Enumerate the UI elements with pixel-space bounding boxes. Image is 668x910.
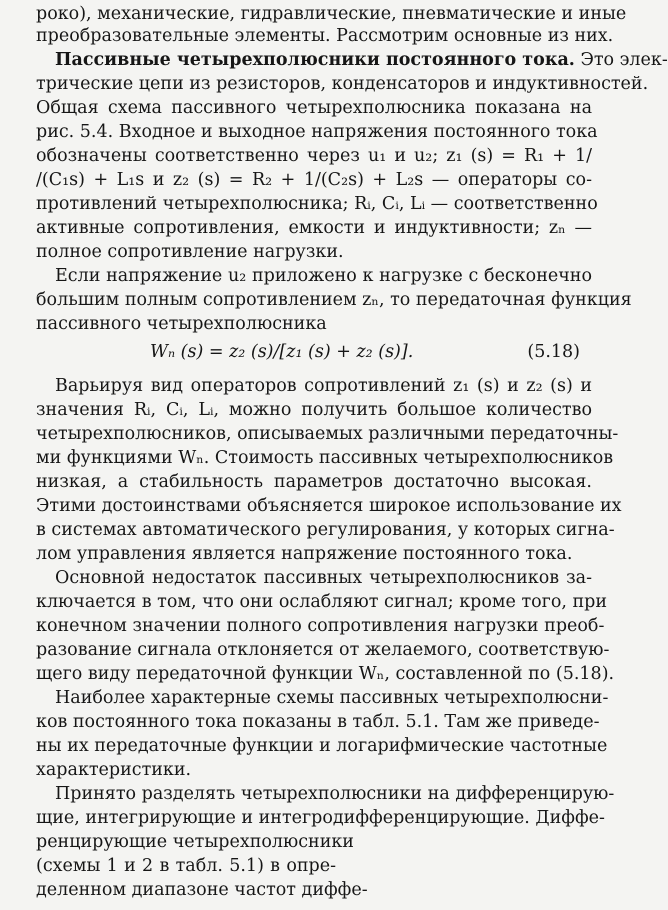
text-line: ключается в том, что они ослабляют сигнал; кроме того, при <box>36 592 608 612</box>
text-line: ми функциями Wₙ. Стоимость пассивных четырехполюсников <box>36 448 614 468</box>
text-line: Варьируя вид операторов сопротивлений z₁ (s) и z₂ (s) и <box>55 376 592 396</box>
section-heading: Пассивные четырехполюсники постоянного тока. <box>55 50 575 70</box>
text-line: обозначены соответственно через u₁ и u₂; z₁ (s) = R₁ + 1/ <box>36 146 592 166</box>
text-line: ны их передаточные функции и логарифмические частотные <box>36 736 608 756</box>
text-line: активные сопротивления, емкости и индуктивности; zₙ — <box>36 218 592 238</box>
text-line: преобразовательные элементы. Рассмотрим основные из них. <box>36 26 614 46</box>
text-line: четырехполюсников, описываемых различными передаточны- <box>36 424 619 444</box>
section-heading-line: Пассивные четырехполюсники постоянного тока. Это элек- <box>55 50 668 70</box>
text-line: полное сопротивление нагрузки. <box>36 242 344 262</box>
text-line: низкая, а стабильность параметров достаточно высокая. <box>36 472 592 492</box>
text-line: противлений четырехполюсника; Rᵢ, Cᵢ, Lᵢ — соответственно <box>36 194 598 214</box>
text-line: в системах автоматического регулирования, у которых сигна- <box>36 520 615 540</box>
text-line: /(C₁s) + L₁s и z₂ (s) = R₂ + 1/(C₂s) + L₂s — операторы со- <box>36 170 592 190</box>
equation-number: (5.18) <box>527 342 580 362</box>
text-line: Основной недостаток пассивных четырехполюсников за- <box>55 568 592 588</box>
text-line: конечном значении полного сопротивления нагрузки преоб- <box>36 616 605 636</box>
text-line: деленном диапазоне частот диффе- <box>36 880 368 900</box>
text-line: рис. 5.4. Входное и выходное напряжения постоянного тока <box>36 122 598 142</box>
text-line: большим полным сопротивлением zₙ, то передаточная функция <box>36 290 632 310</box>
text-line: пассивного четырехполюсника <box>36 314 327 334</box>
text-line: Наиболее характерные схемы пассивных четырехполюсни- <box>55 688 609 708</box>
text-line: лом управления является напряжение постоянного тока. <box>36 544 573 564</box>
text-line: ков постоянного тока показаны в табл. 5.1. Там же приведе- <box>36 712 600 732</box>
text-line: трические цепи из резисторов, конденсаторов и индуктивностей. <box>36 74 649 94</box>
text-line: ренцирующие четырехполюсники <box>36 832 354 852</box>
text-line: разование сигнала отклоняется от желаемого, соответствую- <box>36 640 610 660</box>
equation: Wₙ (s) = z₂ (s)/[z₁ (s) + z₂ (s)]. <box>150 342 414 362</box>
text-line: Если напряжение u₂ приложено к нагрузке с бесконечно <box>55 266 592 286</box>
text-line: Этими достоинствами объясняется широкое использование их <box>36 496 622 516</box>
text-line: щего виду передаточной функции Wₙ, составленной по (5.18). <box>36 664 615 684</box>
text-line: характеристики. <box>36 760 192 780</box>
text-line: Общая схема пассивного четырехполюсника показана на <box>36 98 592 118</box>
text-line: Принято разделять четырехполюсники на дифференцирую- <box>55 784 615 804</box>
text-line: (схемы 1 и 2 в табл. 5.1) в опре- <box>36 856 336 876</box>
circuit-diagram <box>340 826 590 886</box>
text-line: значения Rᵢ, Cᵢ, Lᵢ, можно получить большое количество <box>36 400 592 420</box>
text-line: роко), механические, гидравлические, пневматические и иные <box>36 4 627 24</box>
text-line: щие, интегрирующие и интегродифференцирующие. Диффе- <box>36 808 605 828</box>
